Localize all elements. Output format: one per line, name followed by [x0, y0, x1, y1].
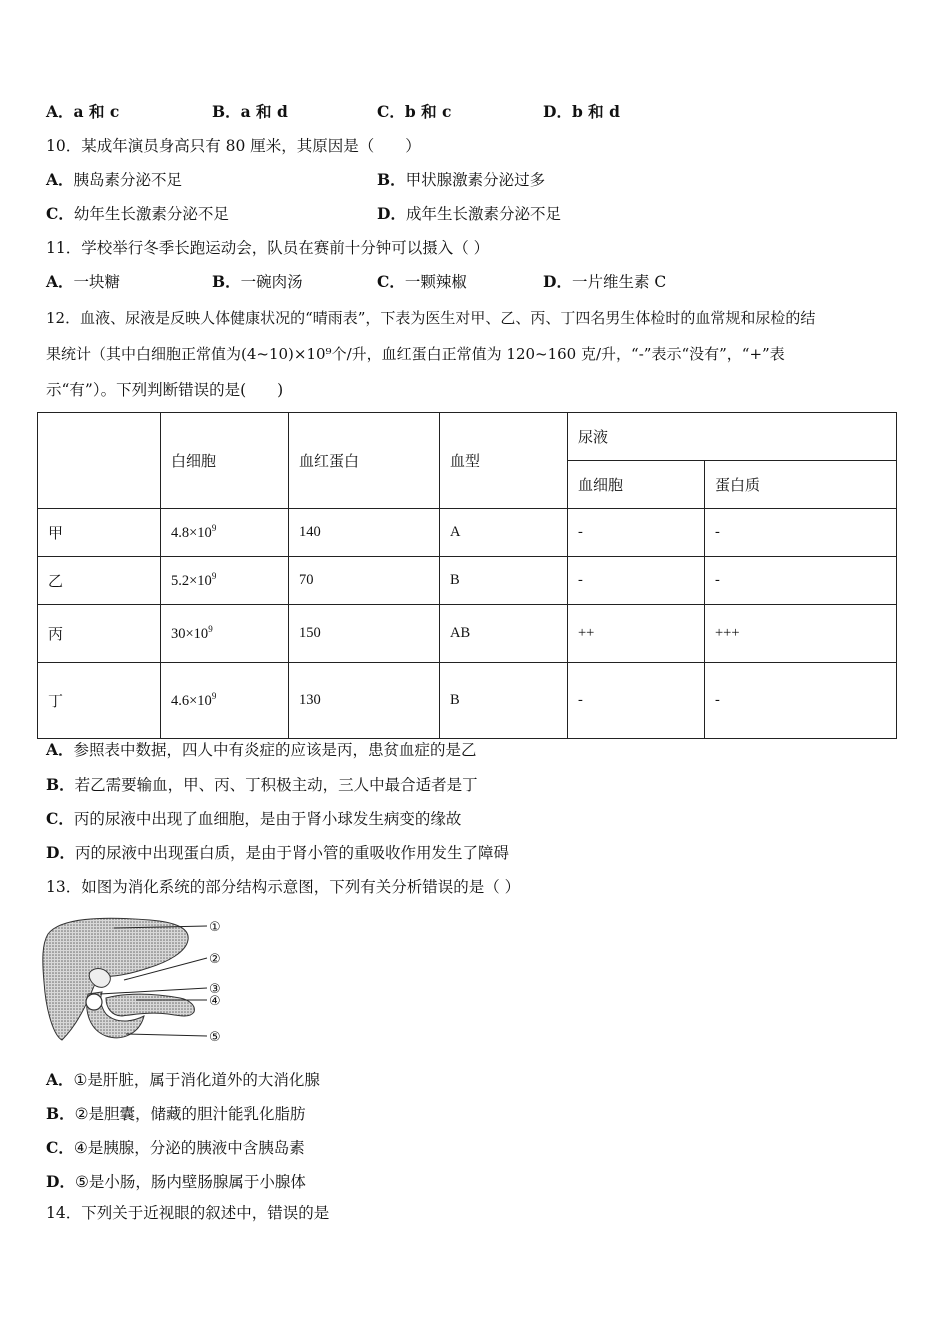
row-name: 甲: [38, 509, 161, 557]
cell-urine-protein: -: [705, 509, 897, 557]
wbc-base: 4.6×10: [171, 693, 212, 709]
option-letter: B．: [212, 272, 241, 291]
blood-urine-table: [37, 412, 897, 739]
option-text: 一碗肉汤: [240, 273, 303, 291]
q12-option-c: [46, 809, 461, 829]
option-text: b 和 c: [404, 102, 452, 121]
option-letter: C．: [46, 204, 74, 223]
q11-option-b: [212, 272, 303, 292]
q14-stem: 14．下列关于近视眼的叙述中，错误的是: [46, 1204, 330, 1222]
q12-option-b: [46, 775, 478, 795]
header-blood-type: 血型: [440, 413, 568, 509]
q13-option-b: [46, 1104, 306, 1124]
cell-hemoglobin: 150: [289, 605, 440, 663]
cell-urine-blood-cells: -: [568, 509, 705, 557]
option-text: ⑤是小肠，肠内壁肠腺属于小腺体: [74, 1173, 306, 1191]
option-letter: D．: [46, 1172, 75, 1191]
row-name: 丁: [38, 663, 161, 739]
option-letter: D．: [46, 843, 75, 862]
cell-blood-type: A: [440, 509, 568, 557]
wbc-base: 5.2×10: [171, 573, 212, 589]
header-hemoglobin: 血红蛋白: [289, 413, 440, 509]
cell-hemoglobin: 140: [289, 509, 440, 557]
option-letter: B．: [46, 775, 75, 794]
cell-wbc: [161, 605, 289, 663]
q10-stem: 10．某成年演员身高只有 80 厘米，其原因是（ ）: [46, 137, 421, 155]
q12-stem-line-2: 果统计（其中白细胞正常值为(4~10)×10⁹个/升，血红蛋白正常值为 120~160 克/升，“-”表示“没有”，“+”表: [46, 345, 785, 363]
label-4: ④: [209, 994, 221, 1009]
cell-blood-type: B: [440, 663, 568, 739]
option-letter: A．: [46, 740, 74, 759]
q10-option-a: [46, 170, 182, 190]
label-1: ①: [209, 920, 221, 935]
header-urine-protein: 蛋白质: [705, 461, 897, 509]
option-letter: A．: [46, 170, 74, 189]
option-text: 一块糖: [73, 273, 121, 291]
wbc-base: 30×10: [171, 626, 209, 642]
option-text: 甲状腺激素分泌过多: [405, 171, 546, 189]
leader-line-3: [100, 988, 207, 994]
option-text: ①是肝脏，属于消化道外的大消化腺: [73, 1071, 320, 1089]
q10-option-d: [377, 204, 561, 224]
q11-stem: 11．学校举行冬季长跑运动会，队员在赛前十分钟可以摄入（ ）: [46, 239, 490, 257]
option-text: 参照表中数据，四人中有炎症的应该是丙，患贫血症的是乙: [73, 741, 477, 759]
option-letter: A．: [46, 102, 74, 121]
cell-wbc: [161, 557, 289, 605]
option-text: a 和 d: [240, 102, 288, 121]
q11-option-c: [377, 272, 467, 292]
cell-urine-protein: -: [705, 663, 897, 739]
option-text: 丙的尿液中出现蛋白质，是由于肾小管的重吸收作用发生了障碍: [74, 844, 509, 862]
option-text: ④是胰腺，分泌的胰液中含胰岛素: [73, 1139, 305, 1157]
option-text: 幼年生长激素分泌不足: [73, 205, 229, 223]
header-urine: 尿液: [568, 413, 897, 461]
option-letter: B．: [377, 170, 406, 189]
wbc-exponent: 9: [211, 571, 217, 581]
option-letter: C．: [377, 272, 405, 291]
digestive-system-diagram: [40, 912, 240, 1054]
q9-option-d: [543, 102, 620, 122]
q11-option-d: [543, 272, 666, 292]
option-text: 胰岛素分泌不足: [73, 171, 183, 189]
q12-stem-line-1: 12．血液、尿液是反映人体健康状况的“晴雨表”，下表为医生对甲、乙、丙、丁四名男生体检时的血常规和尿检的结: [46, 309, 816, 327]
cell-wbc: [161, 509, 289, 557]
header-empty: [38, 413, 161, 509]
cell-blood-type: AB: [440, 605, 568, 663]
header-urine-blood-cells: 血细胞: [568, 461, 705, 509]
cell-urine-blood-cells: -: [568, 663, 705, 739]
q10-option-b: [377, 170, 545, 190]
cell-wbc: [161, 663, 289, 739]
table-row: [38, 605, 897, 663]
q9-option-c: [377, 102, 451, 122]
option-text: 一颗辣椒: [404, 273, 467, 291]
label-2: ②: [209, 952, 221, 967]
table-row: [38, 663, 897, 739]
q9-option-b: [212, 102, 288, 122]
wbc-base: 4.8×10: [171, 525, 212, 541]
option-text: a 和 c: [73, 102, 120, 121]
table-row: [38, 509, 897, 557]
cell-urine-blood-cells: -: [568, 557, 705, 605]
cell-urine-protein: +++: [705, 605, 897, 663]
pancreas-shape: [106, 994, 194, 1016]
label-3: ③: [209, 982, 221, 997]
q12-option-a: [46, 740, 477, 760]
row-name: 丙: [38, 605, 161, 663]
q13-option-d: [46, 1172, 306, 1192]
q13-option-a: [46, 1070, 320, 1090]
header-wbc: 白细胞: [161, 413, 289, 509]
wbc-exponent: 9: [211, 691, 217, 701]
option-letter: B．: [212, 102, 241, 121]
q13-option-c: [46, 1138, 305, 1158]
option-letter: A．: [46, 1070, 74, 1089]
label-5: ⑤: [209, 1030, 221, 1045]
cell-blood-type: B: [440, 557, 568, 605]
row-name: 乙: [38, 557, 161, 605]
option-text: b 和 d: [571, 102, 620, 121]
option-letter: C．: [46, 809, 74, 828]
q11-option-a: [46, 272, 120, 292]
cell-hemoglobin: 70: [289, 557, 440, 605]
cell-urine-blood-cells: ++: [568, 605, 705, 663]
q10-option-c: [46, 204, 229, 224]
wbc-exponent: 9: [211, 523, 217, 533]
wbc-exponent: 9: [208, 624, 213, 634]
option-text: 若乙需要输血，甲、丙、丁积极主动，三人中最合适者是丁: [74, 776, 478, 794]
q9-option-a: [46, 102, 119, 122]
option-letter: C．: [377, 102, 405, 121]
option-letter: A．: [46, 272, 74, 291]
option-letter: D．: [543, 102, 572, 121]
q12-option-d: [46, 843, 509, 863]
q13-stem: 13．如图为消化系统的部分结构示意图，下列有关分析错误的是（ ）: [46, 878, 521, 896]
leader-line-5: [126, 1034, 207, 1036]
option-letter: D．: [543, 272, 572, 291]
option-text: 丙的尿液中出现了血细胞，是由于肾小球发生病变的缘故: [73, 810, 462, 828]
option-text: ②是胆囊，储藏的胆汁能乳化脂肪: [74, 1105, 306, 1123]
option-text: 一片维生素 C: [571, 273, 667, 291]
cell-hemoglobin: 130: [289, 663, 440, 739]
table-row: [38, 557, 897, 605]
option-letter: B．: [46, 1104, 75, 1123]
duct-circle: [86, 994, 102, 1010]
option-letter: C．: [46, 1138, 74, 1157]
option-letter: D．: [377, 204, 406, 223]
cell-urine-protein: -: [705, 557, 897, 605]
digestive-system-illustration: [40, 912, 240, 1054]
q12-stem-line-3: 示“有”）。下列判断错误的是( ): [46, 381, 284, 399]
option-text: 成年生长激素分泌不足: [405, 205, 561, 223]
